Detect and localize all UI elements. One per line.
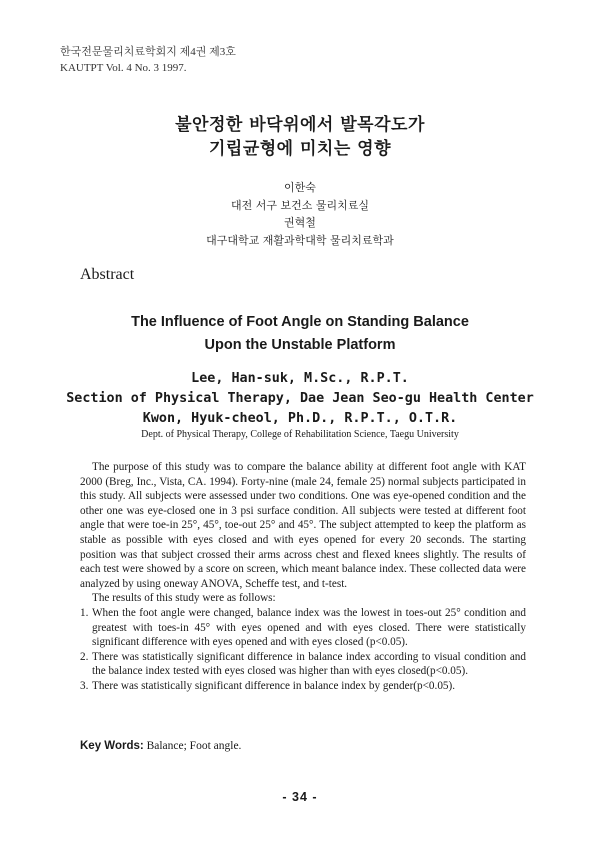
korean-affiliation-1: 대전 서구 보건소 물리치료실: [230, 198, 369, 212]
results-intro: The results of this study were as follows:: [92, 592, 276, 605]
english-authors: [0, 369, 600, 429]
list-item-text: There was statistically significant difference in balance index according to visual condition and the balance index tested with eyes closed was higher than with eyes closed(p<0.05).: [92, 650, 526, 678]
list-item: [80, 650, 526, 679]
english-title: [0, 311, 600, 357]
english-title-line2: Upon the Unstable Platform: [204, 337, 396, 353]
page-number: - 34 -: [282, 790, 318, 804]
journal-header: [60, 44, 236, 76]
korean-affiliation-2: 대구대학교 재활과학대학 물리치료학과: [206, 233, 394, 247]
list-item-number: 1.: [80, 606, 89, 619]
english-affiliation-2: Dept. of Physical Therapy, College of Rehabilitation Science, Taegu University: [141, 429, 459, 440]
journal-name-korean: 한국전문물리치료학회지 제4권 제3호: [60, 46, 236, 58]
list-item-text: When the foot angle were changed, balance index was the lowest in toes-out 25° condition and greatest with toes-in 45° with eyes opened and with eyes closed. There were statistically significant difference with eyes opened and with eyes closed (p<0.05).: [92, 606, 526, 649]
journal-name-english: KAUTPT Vol. 4 No. 3 1997.: [60, 62, 187, 74]
english-author-2: Kwon, Hyuk-cheol, Ph.D., R.P.T., O.T.R.: [142, 411, 458, 426]
abstract-body: [80, 460, 526, 694]
korean-author-2: 권혁철: [284, 216, 316, 229]
key-words: [80, 740, 241, 752]
abstract-heading: Abstract: [80, 266, 135, 283]
list-item: [80, 606, 526, 650]
english-author-1: Lee, Han-suk, M.Sc., R.P.T.: [191, 371, 409, 386]
abstract-paragraph: The purpose of this study was to compare the balance ability at different foot angle with KAT 2000 (Breg, Inc., Vista, CA. 1994). Forty-nine (male 24, female 25) normal subjects participated in this study. All subjects were assessed under two conditions. One was eye-opened condition and the other one was eye-closed one in 3 psi surface condition. All subjects were tested at different foot angle that were toe-in 25°, 45°, toe-out 25° and 45°. The subject attempted to keep the platform as stable as possible with eyes closed and with eyes opened for every 20 seconds. The starting position was that subject crossed their arms across chest and flexed knees slightly. The results of each test were showed by a score on screen, which meant balance index. These collected data were analyzed by using oneway ANOVA, Scheffe test, and t-test.: [80, 461, 526, 590]
english-affiliation-1: Section of Physical Therapy, Dae Jean Seo-gu Health Center: [66, 391, 534, 406]
korean-author-1: 이한숙: [284, 181, 316, 194]
korean-authors: [0, 179, 600, 249]
key-words-label: Key Words:: [80, 740, 144, 752]
results-list: [80, 606, 526, 694]
key-words-value: Balance; Foot angle.: [146, 740, 242, 752]
korean-title-line2: 기립균형에 미치는 영향: [208, 139, 392, 159]
korean-title: [0, 113, 600, 161]
list-item-number: 2.: [80, 650, 89, 663]
list-item-text: There was statistically significant difference in balance index by gender(p<0.05).: [92, 679, 456, 692]
list-item-number: 3.: [80, 679, 89, 692]
korean-title-line1: 불안정한 바닥위에서 발목각도가: [175, 115, 425, 135]
english-title-line1: The Influence of Foot Angle on Standing Balance: [131, 314, 469, 330]
list-item: [80, 679, 526, 694]
